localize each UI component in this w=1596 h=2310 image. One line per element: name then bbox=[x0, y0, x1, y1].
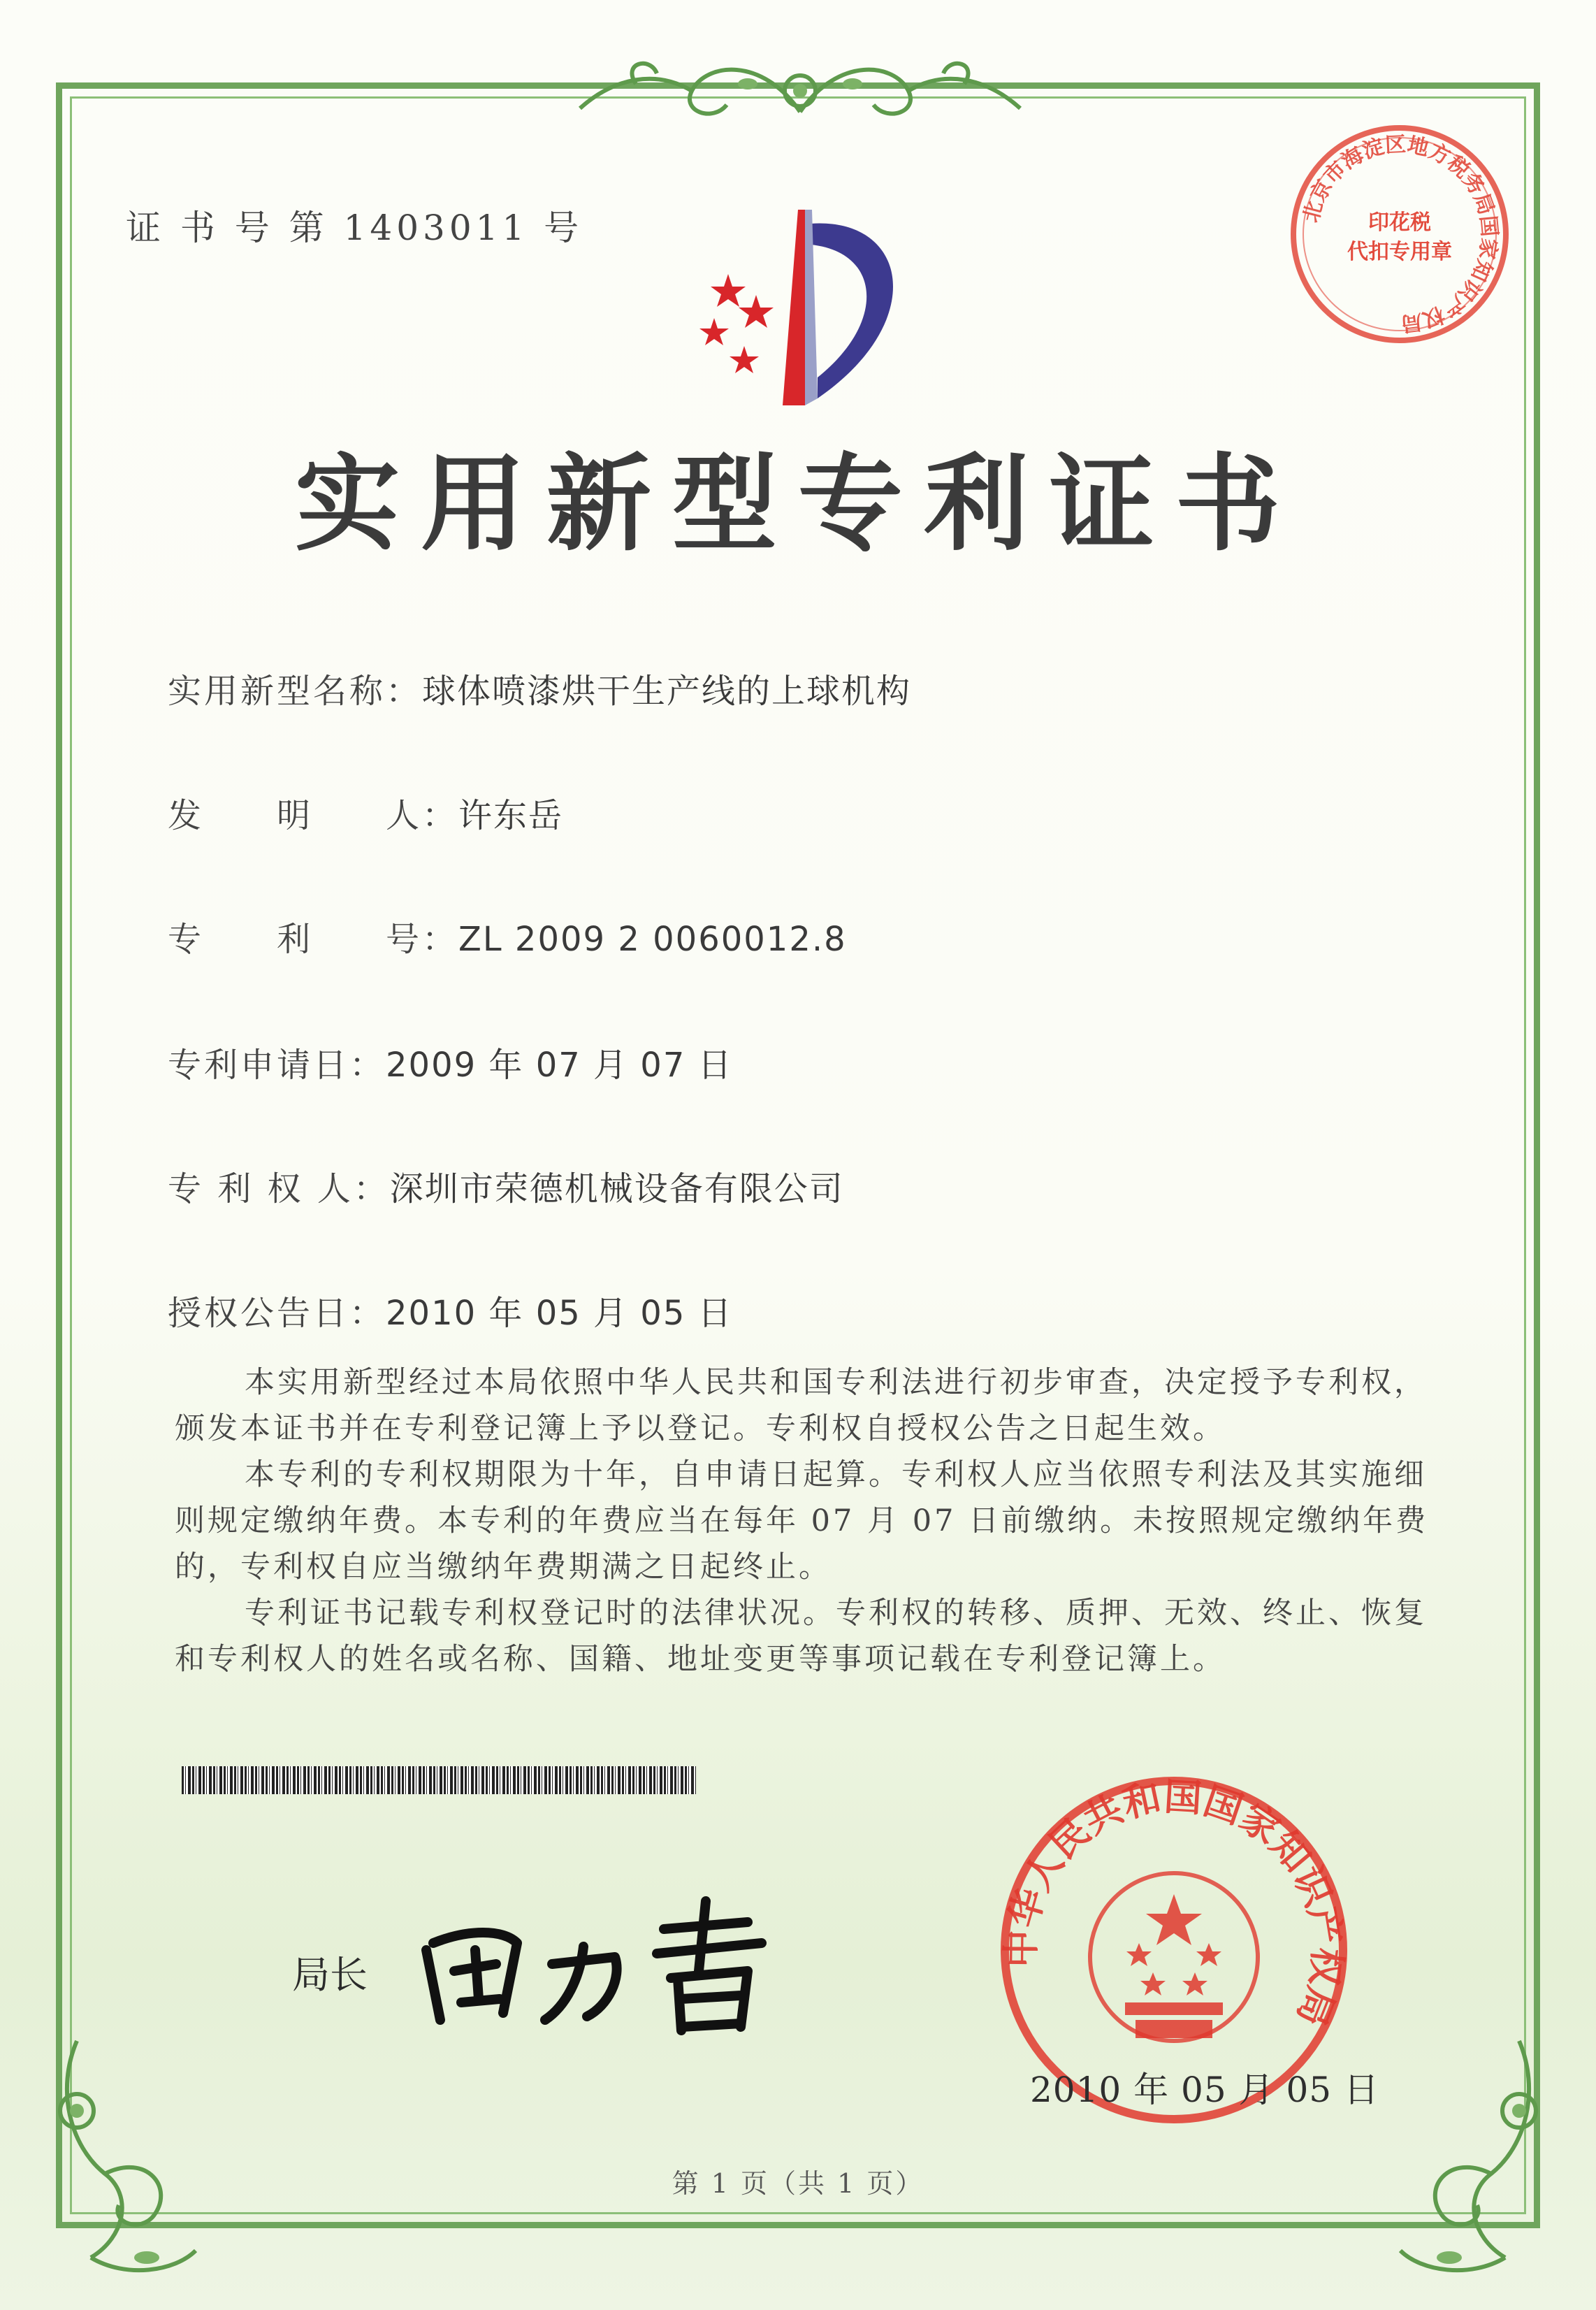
patent-office-logo-icon bbox=[678, 203, 943, 419]
field-patent-number bbox=[168, 912, 847, 960]
field-filing-date bbox=[168, 1038, 733, 1086]
certificate-number: 证 书 号 第 1403011 号 bbox=[126, 208, 583, 248]
field-patentee bbox=[168, 1162, 844, 1210]
field-label: 专 利 号： bbox=[168, 920, 459, 959]
field-inventor bbox=[168, 788, 563, 837]
barcode bbox=[182, 1766, 696, 1794]
field-value: 许东岳 bbox=[458, 796, 564, 835]
field-label: 专利申请日： bbox=[168, 1046, 386, 1085]
field-value: 球体喷漆烘干生产线的上球机构 bbox=[422, 672, 912, 711]
bottom-left-floral-ornament-icon bbox=[28, 2027, 210, 2293]
paragraph: 专利证书记载专利权登记时的法律状况。专利权的转移、质押、无效、终止、恢复和专利权人的姓名或名称、国籍、地址变更等事项记载在专利登记簿上。 bbox=[175, 1596, 1427, 1677]
director-signature-icon bbox=[412, 1887, 804, 2041]
tax-stamp-seal-icon bbox=[1284, 119, 1515, 349]
seal-date: 2010 年 05 月 05 日 bbox=[1030, 2070, 1379, 2110]
paragraph: 本专利的专利权期限为十年，自申请日起算。专利权人应当依照专利法及其实施细则规定缴纳年费。本专利的年费应当在每年 07 月 07 日前缴纳。未按照规定缴纳年费的，专利权自应当缴纳年费期满之日起终止。 bbox=[175, 1457, 1429, 1584]
top-floral-ornament-icon bbox=[552, 42, 1048, 133]
seal-ring-text: 中华人民共和国国家知识产权局 bbox=[999, 1774, 1350, 2033]
tax-stamp-line-2: 代扣专用章 bbox=[1347, 240, 1452, 264]
field-label: 授权公告日： bbox=[168, 1294, 386, 1333]
legal-text-block bbox=[0, 1359, 1596, 1682]
tax-stamp-line-1: 印花税 bbox=[1368, 210, 1431, 235]
field-label: 发 明 人： bbox=[168, 796, 459, 835]
certificate-title: 实用新型专利证书 bbox=[294, 442, 1301, 565]
paragraph: 本实用新型经过本局依照中华人民共和国专利法进行初步审查，决定授予专利权，颁发本证书并在专利登记簿上予以登记。专利权自授权公告之日起生效。 bbox=[175, 1365, 1427, 1446]
field-label: 专 利 权 人： bbox=[168, 1169, 390, 1208]
tax-stamp-ring-text: 北京市海淀区地方税务局国家知识产权局 bbox=[1298, 132, 1502, 336]
field-label: 实用新型名称： bbox=[168, 672, 423, 711]
field-value: ZL 2009 2 0060012.8 bbox=[458, 920, 847, 959]
field-utility-model-name bbox=[168, 664, 911, 712]
page-number: 第 1 页（共 1 页） bbox=[672, 2168, 924, 2199]
bottom-right-floral-ornament-icon bbox=[1386, 2027, 1568, 2293]
field-value: 深圳市荣德机械设备有限公司 bbox=[389, 1169, 844, 1208]
director-label: 局长 bbox=[292, 1953, 368, 1997]
field-grant-date bbox=[168, 1286, 733, 1334]
field-value: 2010 年 05 月 05 日 bbox=[386, 1294, 733, 1333]
field-value: 2009 年 07 月 07 日 bbox=[386, 1046, 733, 1085]
